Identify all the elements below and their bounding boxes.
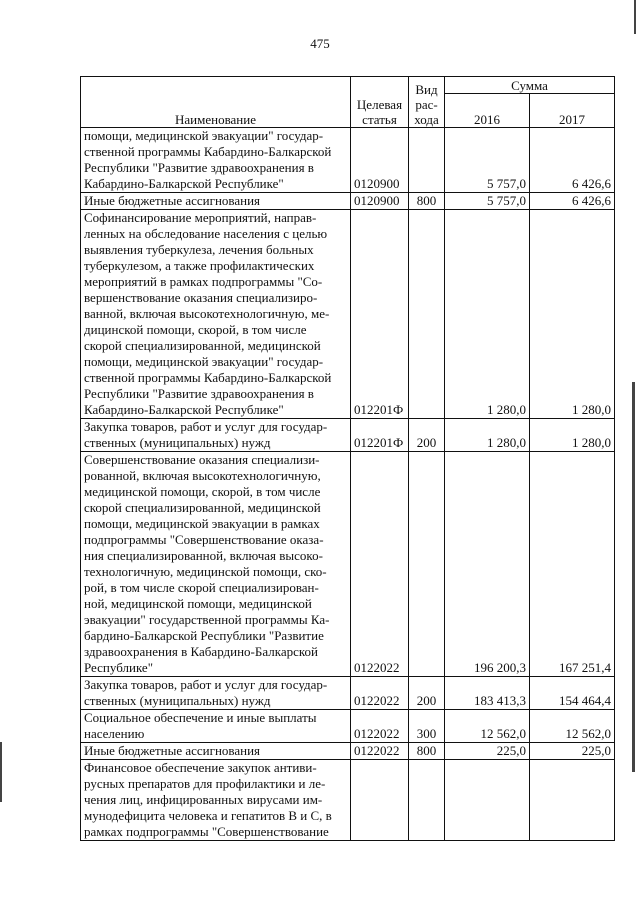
row-name-line: чения лиц, инфицированных вирусами им- — [84, 792, 323, 807]
row-amount-2017-cell: 1 280,0 — [530, 210, 615, 419]
row-name-line: Совершенствование оказания специализи- — [84, 452, 320, 467]
row-name-cell — [81, 760, 351, 841]
row-target-code-cell: 012201Ф — [351, 210, 409, 419]
table-row — [81, 193, 615, 210]
scan-edge-mark-right — [632, 382, 635, 772]
row-name-line: подпрограммы "Совершенствование оказа- — [84, 532, 324, 547]
row-name-cell — [81, 193, 351, 210]
row-amount-2016-cell: 12 562,0 — [445, 710, 530, 743]
row-name-line: рованной, включая высокотехнологичную, — [84, 468, 321, 483]
row-name-line: ственной программы Кабардино-Балкарской — [84, 370, 332, 385]
row-expense-type-cell: 800 — [409, 743, 445, 760]
row-name-line: Закупка товаров, работ и услуг для государ- — [84, 419, 328, 434]
row-amount-2016-cell: 225,0 — [445, 743, 530, 760]
row-name-line: дицинской помощи, скорой, в том числе — [84, 322, 307, 337]
row-name-cell — [81, 677, 351, 710]
budget-table — [80, 76, 615, 841]
row-name-line: ванной, включая высокотехнологичную, ме- — [84, 306, 330, 321]
row-name-line: эвакуации" государственной программы Ка- — [84, 612, 330, 627]
row-name-line: рой, в том числе скорой специализирован- — [84, 580, 319, 595]
row-name-line: выявления туберкулеза, лечения больных — [84, 242, 314, 257]
header-target — [351, 77, 409, 128]
row-name-line: туберкулезом, а также профилактических — [84, 258, 315, 273]
row-expense-type-cell — [409, 452, 445, 677]
row-target-code-cell: 0122022 — [351, 452, 409, 677]
row-name-line: рамках подпрограммы "Совершенствование — [84, 824, 329, 839]
header-target-line2: статья — [362, 112, 397, 127]
row-expense-type-cell — [409, 760, 445, 841]
row-name-line: Республике" — [84, 660, 154, 675]
row-amount-2017-cell: 6 426,6 — [530, 128, 615, 193]
row-name-line: помощи, медицинской эвакуации в рамках — [84, 516, 320, 531]
row-target-code-cell: 0122022 — [351, 677, 409, 710]
row-name-line: ственной программы Кабардино-Балкарской — [84, 144, 332, 159]
row-expense-type-cell: 200 — [409, 419, 445, 452]
row-target-code-cell — [351, 760, 409, 841]
row-amount-2017-cell: 154 464,4 — [530, 677, 615, 710]
row-name-cell — [81, 210, 351, 419]
row-amount-2017-cell: 6 426,6 — [530, 193, 615, 210]
row-name-line: Финансовое обеспечение закупок антиви- — [84, 760, 317, 775]
row-name-line: Кабардино-Балкарской Республике" — [84, 176, 284, 191]
table-header — [81, 77, 615, 128]
header-year-2016: 2016 — [445, 94, 530, 128]
table-row — [81, 677, 615, 710]
row-expense-type-cell: 800 — [409, 193, 445, 210]
row-name-cell — [81, 452, 351, 677]
row-name-line: скорой специализированной, медицинской — [84, 500, 321, 515]
row-amount-2016-cell: 1 280,0 — [445, 210, 530, 419]
row-name-line: Социальное обеспечение и иные выплаты — [84, 710, 317, 725]
header-target-line1: Целевая — [356, 97, 403, 112]
row-expense-type-cell — [409, 128, 445, 193]
row-name-line: бардино-Балкарской Республики "Развитие — [84, 628, 324, 643]
row-name-line: скорой специализированной, медицинской — [84, 338, 321, 353]
row-amount-2016-cell: 5 757,0 — [445, 193, 530, 210]
row-name-line: Закупка товаров, работ и услуг для государ- — [84, 677, 328, 692]
row-expense-type-cell: 200 — [409, 677, 445, 710]
page-number: 475 — [310, 36, 330, 51]
row-name-line: вершенствование оказания специализиро- — [84, 290, 318, 305]
row-name-line: Кабардино-Балкарской Республике" — [84, 402, 284, 417]
row-name-line: Иные бюджетные ассигнования — [84, 743, 261, 758]
row-name-line: ния специализированной, включая высоко- — [84, 548, 323, 563]
row-target-code-cell: 0120900 — [351, 128, 409, 193]
row-amount-2016-cell — [445, 760, 530, 841]
row-name-line: ственных (муниципальных) нужд — [84, 435, 271, 450]
row-name-line: медицинской помощи, скорой, в том числе — [84, 484, 321, 499]
row-name-cell — [81, 743, 351, 760]
row-name-line: населению — [84, 726, 145, 741]
table-row — [81, 760, 615, 841]
scan-edge-mark-left — [0, 742, 2, 802]
row-target-code-cell: 0120900 — [351, 193, 409, 210]
row-name-cell — [81, 128, 351, 193]
row-name-line: русных препаратов для профилактики и ле- — [84, 776, 326, 791]
row-amount-2017-cell — [530, 760, 615, 841]
table-row — [81, 452, 615, 677]
table-row — [81, 128, 615, 193]
row-target-code-cell: 0122022 — [351, 710, 409, 743]
row-name-line: технологичную, медицинской помощи, ско- — [84, 564, 327, 579]
header-name: Наименование — [81, 77, 351, 128]
row-name-line: мунодефицита человека и гепатитов В и С, в — [84, 808, 332, 823]
row-name-line: ной, медицинской помощи, медицинской — [84, 596, 312, 611]
row-name-cell — [81, 419, 351, 452]
scan-edge-mark-top — [634, 0, 636, 34]
row-name-line: ственных (муниципальных) нужд — [84, 693, 271, 708]
row-expense-type-cell: 300 — [409, 710, 445, 743]
row-amount-2016-cell: 196 200,3 — [445, 452, 530, 677]
row-name-line: помощи, медицинской эвакуации" государ- — [84, 354, 324, 369]
header-sum: Сумма — [445, 77, 615, 94]
row-amount-2016-cell: 183 413,3 — [445, 677, 530, 710]
row-name-cell — [81, 710, 351, 743]
row-name-line: Республики "Развитие здравоохранения в — [84, 386, 314, 401]
row-target-code-cell: 012201Ф — [351, 419, 409, 452]
row-name-line: ленных на обследование населения с целью — [84, 226, 328, 241]
row-amount-2017-cell: 225,0 — [530, 743, 615, 760]
table-row — [81, 210, 615, 419]
row-target-code-cell: 0122022 — [351, 743, 409, 760]
row-name-line: Иные бюджетные ассигнования — [84, 193, 261, 208]
table-row — [81, 710, 615, 743]
row-amount-2017-cell: 1 280,0 — [530, 419, 615, 452]
row-amount-2017-cell: 12 562,0 — [530, 710, 615, 743]
row-name-line: мероприятий в рамках подпрограммы "Со- — [84, 274, 323, 289]
header-type-line1: Вид — [415, 82, 438, 97]
row-name-line: Софинансирование мероприятий, направ- — [84, 210, 317, 225]
row-name-line: Республики "Развитие здравоохранения в — [84, 160, 314, 175]
header-type-line3: хода — [414, 112, 439, 127]
row-amount-2016-cell: 1 280,0 — [445, 419, 530, 452]
table-row — [81, 743, 615, 760]
row-name-line: здравоохранения в Кабардино-Балкарской — [84, 644, 318, 659]
table-row — [81, 419, 615, 452]
header-type — [409, 77, 445, 128]
header-year-2017: 2017 — [530, 94, 615, 128]
row-amount-2017-cell: 167 251,4 — [530, 452, 615, 677]
table-body — [81, 128, 615, 841]
row-name-line: помощи, медицинской эвакуации" государ- — [84, 128, 324, 143]
row-expense-type-cell — [409, 210, 445, 419]
row-amount-2016-cell: 5 757,0 — [445, 128, 530, 193]
header-type-line2: рас- — [415, 97, 438, 112]
